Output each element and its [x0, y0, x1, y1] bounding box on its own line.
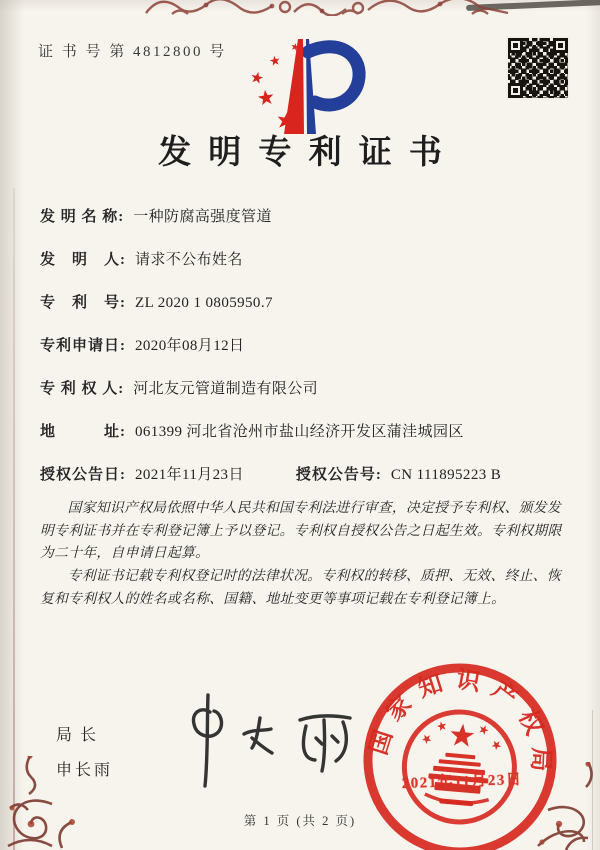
field-patentee: [40, 378, 568, 421]
legal-paragraph: 国家知识产权局依照中华人民共和国专利法进行审查，决定授予专利权、颁发发明专利证书并在专利登记簿上予以登记。专利权自授权公告之日起生效。专利权期限为二十年，自申请日起算。: [40, 500, 562, 561]
seal-date-stamp: 2021年11月23日: [401, 771, 523, 793]
field-value: 061399 河北省沧州市盐山经济开发区蒲洼城园区: [135, 424, 464, 440]
field-application-date: [40, 335, 568, 378]
field-grant-date: [40, 464, 244, 486]
field-value: 请求不公布姓名: [135, 252, 243, 268]
certificate-title: 发明专利证书: [158, 135, 460, 171]
page-edge-shadow-left: [13, 188, 15, 850]
field-value: 2020年08月12日: [135, 338, 245, 354]
page-number: 第 1 页 (共 2 页): [243, 814, 357, 828]
bottom-right-ornament-drawing: [522, 762, 600, 850]
handwritten-signature: [172, 690, 382, 795]
field-label: 专利申请日:: [40, 338, 126, 354]
field-value: 河北友元管道制造有限公司: [133, 381, 319, 397]
logo-p-bowl: [308, 47, 359, 105]
field-label: 专 利 权 人:: [40, 381, 125, 397]
field-label: 地 址:: [40, 424, 126, 440]
seal-ring-text: 国家知识产权局: [365, 666, 554, 784]
field-inventor: [40, 249, 568, 292]
bottom-left-ornament-drawing: [0, 756, 88, 850]
bottom-left-ornament: [0, 756, 88, 850]
field-invention-name: [40, 206, 568, 249]
signer-title: 局长: [56, 727, 105, 744]
top-border-ornament-drawing: [142, 0, 514, 16]
qr-finder-icon: [553, 38, 568, 53]
field-label: 发 明 名 称:: [40, 209, 125, 225]
field-value: 2021年11月23日: [135, 467, 244, 483]
ornament-scrollwork: [146, 0, 508, 16]
ornament-scrollwork: [538, 762, 592, 850]
legal-paragraph: 专利证书记载专利权登记时的法律状况。专利权的转移、质押、无效、终止、恢复和专利权人的姓名或名称、国籍、地址变更等事项记载在专利登记簿上。: [40, 567, 561, 606]
field-value: 一种防腐高强度管道: [133, 209, 272, 225]
field-value: ZL 2020 1 0805950.7: [135, 295, 273, 311]
signature-strokes: [172, 690, 382, 790]
ornament-scrollwork: [8, 756, 72, 848]
national-emblem-icon: [400, 707, 519, 826]
qr-finder-icon: [508, 83, 523, 98]
field-patent-number: [40, 292, 568, 335]
cnipa-logo-drawing: [238, 36, 368, 138]
field-value: CN 111895223 B: [390, 467, 502, 483]
bottom-right-ornament: [522, 762, 600, 850]
legal-text: [40, 497, 564, 610]
field-label: 授权公告号:: [295, 467, 382, 483]
qr-code: [508, 38, 568, 98]
qr-finder-icon: [508, 38, 523, 53]
field-grant-number: [296, 464, 501, 486]
ornament-dots: [10, 756, 75, 827]
field-rows: [40, 206, 568, 507]
field-label: 发 明 人:: [40, 252, 126, 268]
field-label: 专 利 号:: [40, 295, 126, 311]
signature-ink: [193, 695, 350, 786]
field-address: [40, 421, 568, 464]
certificate-number: 证 书 号 第 4812800 号: [38, 44, 227, 60]
field-label: 授权公告日:: [40, 467, 126, 483]
top-border-ornament: [142, 0, 514, 16]
signer-name: 申长雨: [56, 762, 114, 779]
